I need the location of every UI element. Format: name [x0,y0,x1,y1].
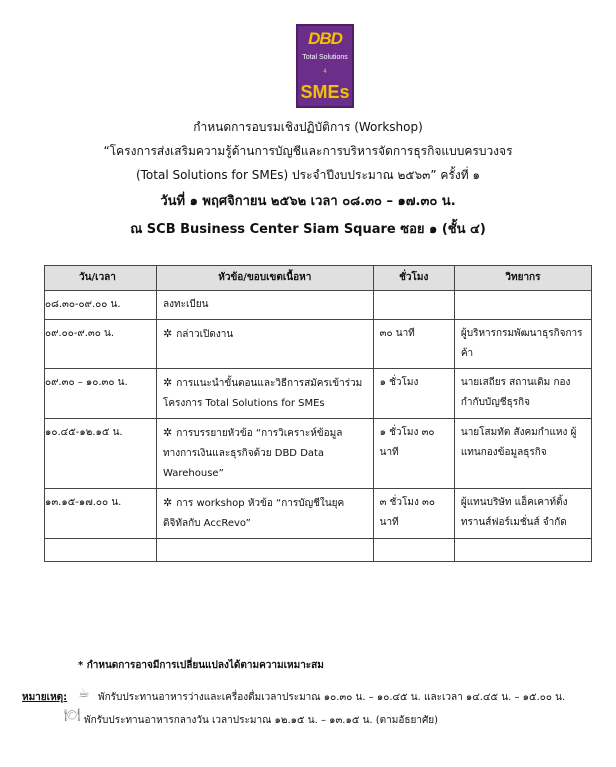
cell-speaker [454,291,591,320]
cell-hours: ๑ ชั่วโมง ๓๐ นาที [373,419,454,489]
cell-topic [157,291,374,320]
table-row [45,320,592,369]
workshop-title: กำหนดการอบรมเชิงปฏิบัติการ (Workshop) [193,120,423,134]
blank-cell [454,539,591,562]
cell-time: ๑๓.๑๕-๑๗.๐๐ น. [45,489,157,539]
cell-speaker: ผู้แทนบริษัท แอ็คเคาท์ติ้ง ทรานส์ฟอร์เมชั่นส์ จำกัด [454,489,591,539]
logo-text-smes: SMEs [300,82,350,102]
lunch-icon: 🍽 [64,708,81,723]
table-blank-row [45,539,592,562]
topic-text: การบรรยายหัวข้อ “การวิเคราะห์ข้อมูลทางการเงินและธุรกิจด้วย DBD Data Warehouse” [163,428,343,479]
cell-speaker: นายเสถียร สถานเดิม กองกำกับบัญชีธุรกิจ [454,369,591,419]
cell-topic [157,489,374,539]
topic-text: ลงทะเบียน [163,299,209,310]
cell-hours: ๓๐ นาที [373,320,454,369]
cell-speaker: นายโสมทัต สังคมกำแหง ผู้แทนกองข้อมูลธุรกิจ [454,419,591,489]
cell-speaker: ผู้บริหารกรมพัฒนาธุรกิจการค้า [454,320,591,369]
table-row [45,291,592,320]
dbd-logo [296,24,354,108]
project-title-line1: “โครงการส่งเสริมความรู้ด้านการบัญชีและการบริหารจัดการธุรกิจแบบครบวงจร [103,144,513,158]
topic-text: การแนะนำขั้นตอนและวิธีการสมัครเข้าร่วมโครงการ Total Solutions for SMEs [163,378,363,409]
cell-hours: ๑ ชั่วโมง [373,369,454,419]
logo-text-for: 4 [323,69,327,75]
col-header-hours: ชั่วโมง [373,266,454,291]
blank-cell [157,539,374,562]
cell-hours: ๓ ชั่วโมง ๓๐ นาที [373,489,454,539]
schedule-table [44,265,592,562]
cell-topic [157,369,374,419]
blank-cell [45,539,157,562]
asterisk-bullet-icon: ✲ [163,327,173,340]
coffee-icon: ☕ [78,686,90,701]
table-row [45,419,592,489]
schedule-change-note: * กำหนดการอาจมีการเปลี่ยนแปลงได้ตามความเหมาะสม [78,660,324,671]
table-row [45,489,592,539]
event-date: วันที่ ๑ พฤศจิกายน ๒๕๖๒ เวลา ๐๘.๓๐ – ๑๗.๓๐ น. [160,194,456,209]
cell-time: ๐๘.๓๐-๐๙.๐๐ น. [45,291,157,320]
remark-lunch: พักรับประทานอาหารกลางวัน เวลาประมาณ ๑๒.๑๕ น. – ๑๓.๑๕ น. (ตามอัธยาศัย) [84,715,439,726]
cell-time: ๐๙.๓๐ – ๑๐.๓๐ น. [45,369,157,419]
remark-label: หมายเหตุ: [22,692,68,703]
remark-break: พักรับประทานอาหารว่างและเครื่องดื่มเวลาประมาณ ๑๐.๓๐ น. – ๑๐.๔๕ น. และเวลา ๑๔.๔๕ น. – ๑๕.๐๐ น. [98,692,566,703]
topic-text: กล่าวเปิดงาน [176,329,234,340]
col-header-topic: หัวข้อ/ขอบเขตเนื้อหา [157,266,374,291]
asterisk-bullet-icon: ✲ [163,496,173,509]
logo-text-dbd: DBD [308,29,342,48]
table-header-row [45,266,592,291]
asterisk-bullet-icon: ✲ [163,426,173,439]
col-header-time: วัน/เวลา [45,266,157,291]
cell-hours [373,291,454,320]
blank-cell [373,539,454,562]
logo-text-total-solutions: Total Solutions [302,54,348,61]
cell-time: ๑๐.๔๕-๑๒.๑๕ น. [45,419,157,489]
project-title-line2: (Total Solutions for SMEs) ประจำปีงบประมาณ ๒๕๖๓” ครั้งที่ ๑ [135,168,481,182]
cell-topic [157,419,374,489]
cell-topic [157,320,374,369]
table-row [45,369,592,419]
cell-time: ๐๙.๐๐-๙.๓๐ น. [45,320,157,369]
topic-text: การ workshop หัวข้อ “การบัญชีในยุคดิจิทัลกับ AccRevo” [163,498,345,529]
col-header-speaker: วิทยากร [454,266,591,291]
asterisk-bullet-icon: ✲ [163,376,173,389]
event-venue: ณ SCB Business Center Siam Square ซอย ๑ (ชั้น ๔) [130,222,486,237]
